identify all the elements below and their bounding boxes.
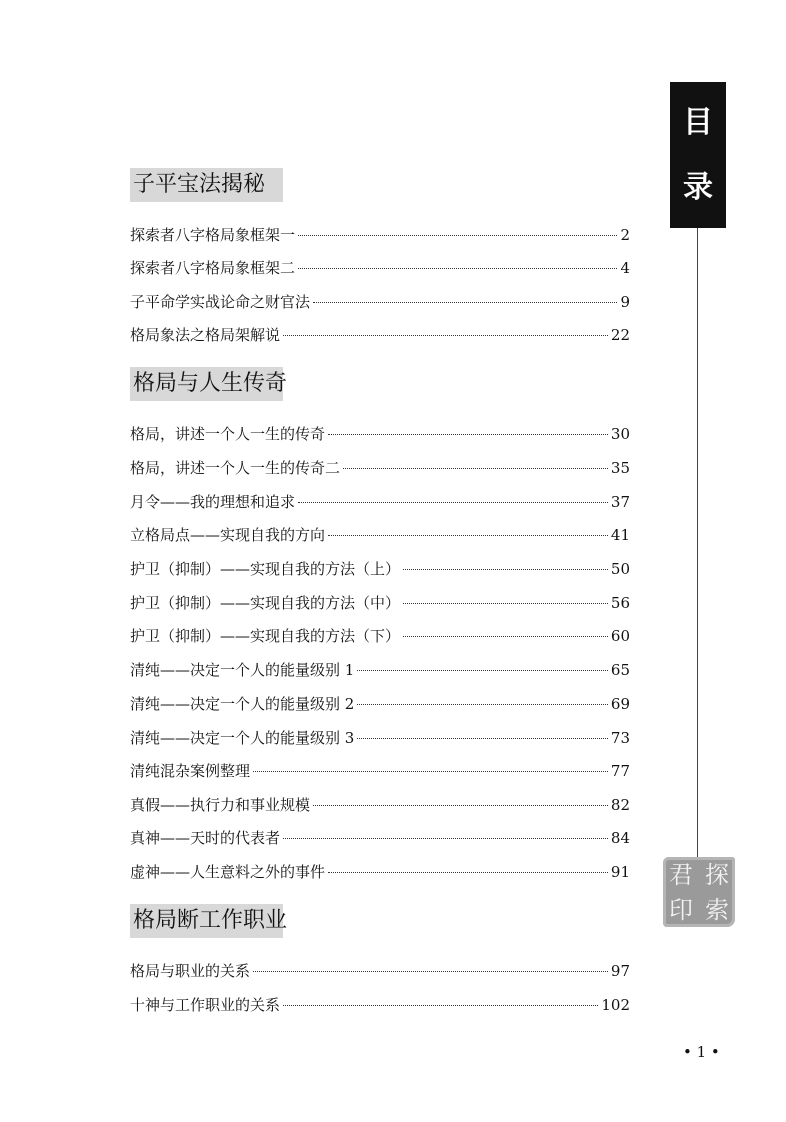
- toc-entry[interactable]: [130, 625, 630, 647]
- toc-entry-title: 格局，讲述一个人一生的传奇二: [130, 459, 341, 477]
- section-title: 子平宝法揭秘: [130, 168, 283, 202]
- toc-entry-page: 60: [610, 627, 630, 645]
- page-number: • 1 •: [683, 1043, 720, 1061]
- dot-leader: [403, 635, 608, 637]
- dot-leader: [357, 737, 608, 739]
- toc-entry-title: 十神与工作职业的关系: [130, 996, 281, 1014]
- seal-char: 探: [705, 860, 729, 889]
- toc-entry-page: 73: [610, 729, 630, 747]
- side-tab-char-2: 录: [683, 169, 713, 205]
- dot-leader: [313, 804, 608, 806]
- toc-entry-page: 69: [610, 695, 630, 713]
- dot-leader: [283, 837, 608, 839]
- toc-entry-title: 护卫（抑制）——实现自我的方法（中）: [130, 594, 401, 612]
- dot-leader: [328, 871, 608, 873]
- dot-leader: [298, 267, 617, 269]
- toc-entry-title: 立格局点——实现自我的方向: [130, 526, 326, 544]
- dot-leader: [283, 1004, 598, 1006]
- toc-entry[interactable]: [130, 994, 630, 1016]
- toc-entry-title: 清纯——决定一个人的能量级别 2: [130, 695, 355, 713]
- side-tab-char-1: 目: [683, 104, 713, 140]
- toc-entry-title: 护卫（抑制）——实现自我的方法（下）: [130, 627, 401, 645]
- toc-entry[interactable]: [130, 524, 630, 546]
- dot-leader: [343, 467, 608, 469]
- toc-entry-page: 91: [610, 863, 630, 881]
- toc-entry-page: 35: [610, 459, 630, 477]
- dot-leader: [253, 970, 608, 972]
- toc-entry-title: 格局与职业的关系: [130, 962, 251, 980]
- dot-leader: [357, 669, 608, 671]
- toc-entry[interactable]: [130, 960, 630, 982]
- toc-entry-title: 格局象法之格局架解说: [130, 326, 281, 344]
- seal-char: 印: [669, 895, 693, 924]
- toc-entry-title: 探索者八字格局象框架一: [130, 226, 296, 244]
- dot-leader: [283, 334, 608, 336]
- toc-entry-title: 真假——执行力和事业规模: [130, 796, 311, 814]
- toc-entry-page: 37: [610, 493, 630, 511]
- dot-leader: [403, 568, 608, 570]
- toc-entry-title: 探索者八字格局象框架二: [130, 259, 296, 277]
- toc-entry-page: 41: [610, 526, 630, 544]
- toc-entry-page: 50: [610, 560, 630, 578]
- seal-char: 君: [669, 860, 693, 889]
- toc-entry[interactable]: [130, 592, 630, 614]
- toc-entry[interactable]: [130, 224, 630, 246]
- toc-entry-title: 虚神——人生意料之外的事件: [130, 863, 326, 881]
- toc-entry-page: 65: [610, 661, 630, 679]
- toc-entry-page: 97: [610, 962, 630, 980]
- dot-leader: [253, 770, 608, 772]
- toc-entry-page: 30: [610, 425, 630, 443]
- section-title: 格局与人生传奇: [130, 367, 283, 401]
- toc-entry[interactable]: [130, 659, 630, 681]
- toc-entry[interactable]: [130, 760, 630, 782]
- toc-entry[interactable]: [130, 257, 630, 279]
- dot-leader: [328, 534, 608, 536]
- toc-entry-page: 9: [620, 293, 630, 311]
- dot-leader: [313, 301, 617, 303]
- dot-leader: [357, 703, 608, 705]
- toc-entry-page: 84: [610, 829, 630, 847]
- toc-entry-title: 清纯——决定一个人的能量级别 3: [130, 729, 355, 747]
- dot-leader: [298, 501, 608, 503]
- dot-leader: [403, 602, 608, 604]
- toc-entry-page: 82: [610, 796, 630, 814]
- toc-entry[interactable]: [130, 794, 630, 816]
- toc-entry[interactable]: [130, 491, 630, 513]
- toc-entry-page: 102: [601, 996, 630, 1014]
- toc-entry[interactable]: [130, 861, 630, 883]
- toc-entry-page: 22: [610, 326, 630, 344]
- toc-entry[interactable]: [130, 291, 630, 313]
- toc-entry-title: 清纯混杂案例整理: [130, 762, 251, 780]
- toc-entry-page: 2: [620, 226, 630, 244]
- toc-entry-page: 77: [610, 762, 630, 780]
- toc-entry[interactable]: [130, 727, 630, 749]
- toc-entry[interactable]: [130, 827, 630, 849]
- toc-entry-page: 56: [610, 594, 630, 612]
- toc-entry-page: 4: [620, 259, 630, 277]
- toc-entry[interactable]: [130, 558, 630, 580]
- toc-entry-title: 格局，讲述一个人一生的传奇: [130, 425, 326, 443]
- seal-stamp-icon: [663, 857, 735, 927]
- toc-entry-title: 月令——我的理想和追求: [130, 493, 296, 511]
- toc-entry[interactable]: [130, 423, 630, 445]
- toc-entry-title: 真神——天时的代表者: [130, 829, 281, 847]
- toc-entry[interactable]: [130, 324, 630, 346]
- toc-entry[interactable]: [130, 693, 630, 715]
- seal-char: 索: [705, 895, 729, 924]
- side-divider-line: [697, 228, 698, 860]
- toc-entry-title: 子平命学实战论命之财官法: [130, 293, 311, 311]
- dot-leader: [298, 234, 617, 236]
- toc-entry-title: 护卫（抑制）——实现自我的方法（上）: [130, 560, 401, 578]
- dot-leader: [328, 433, 608, 435]
- toc-entry-title: 清纯——决定一个人的能量级别 1: [130, 661, 355, 679]
- toc-entry[interactable]: [130, 457, 630, 479]
- section-title: 格局断工作职业: [130, 904, 283, 938]
- toc-side-tab: [670, 82, 726, 228]
